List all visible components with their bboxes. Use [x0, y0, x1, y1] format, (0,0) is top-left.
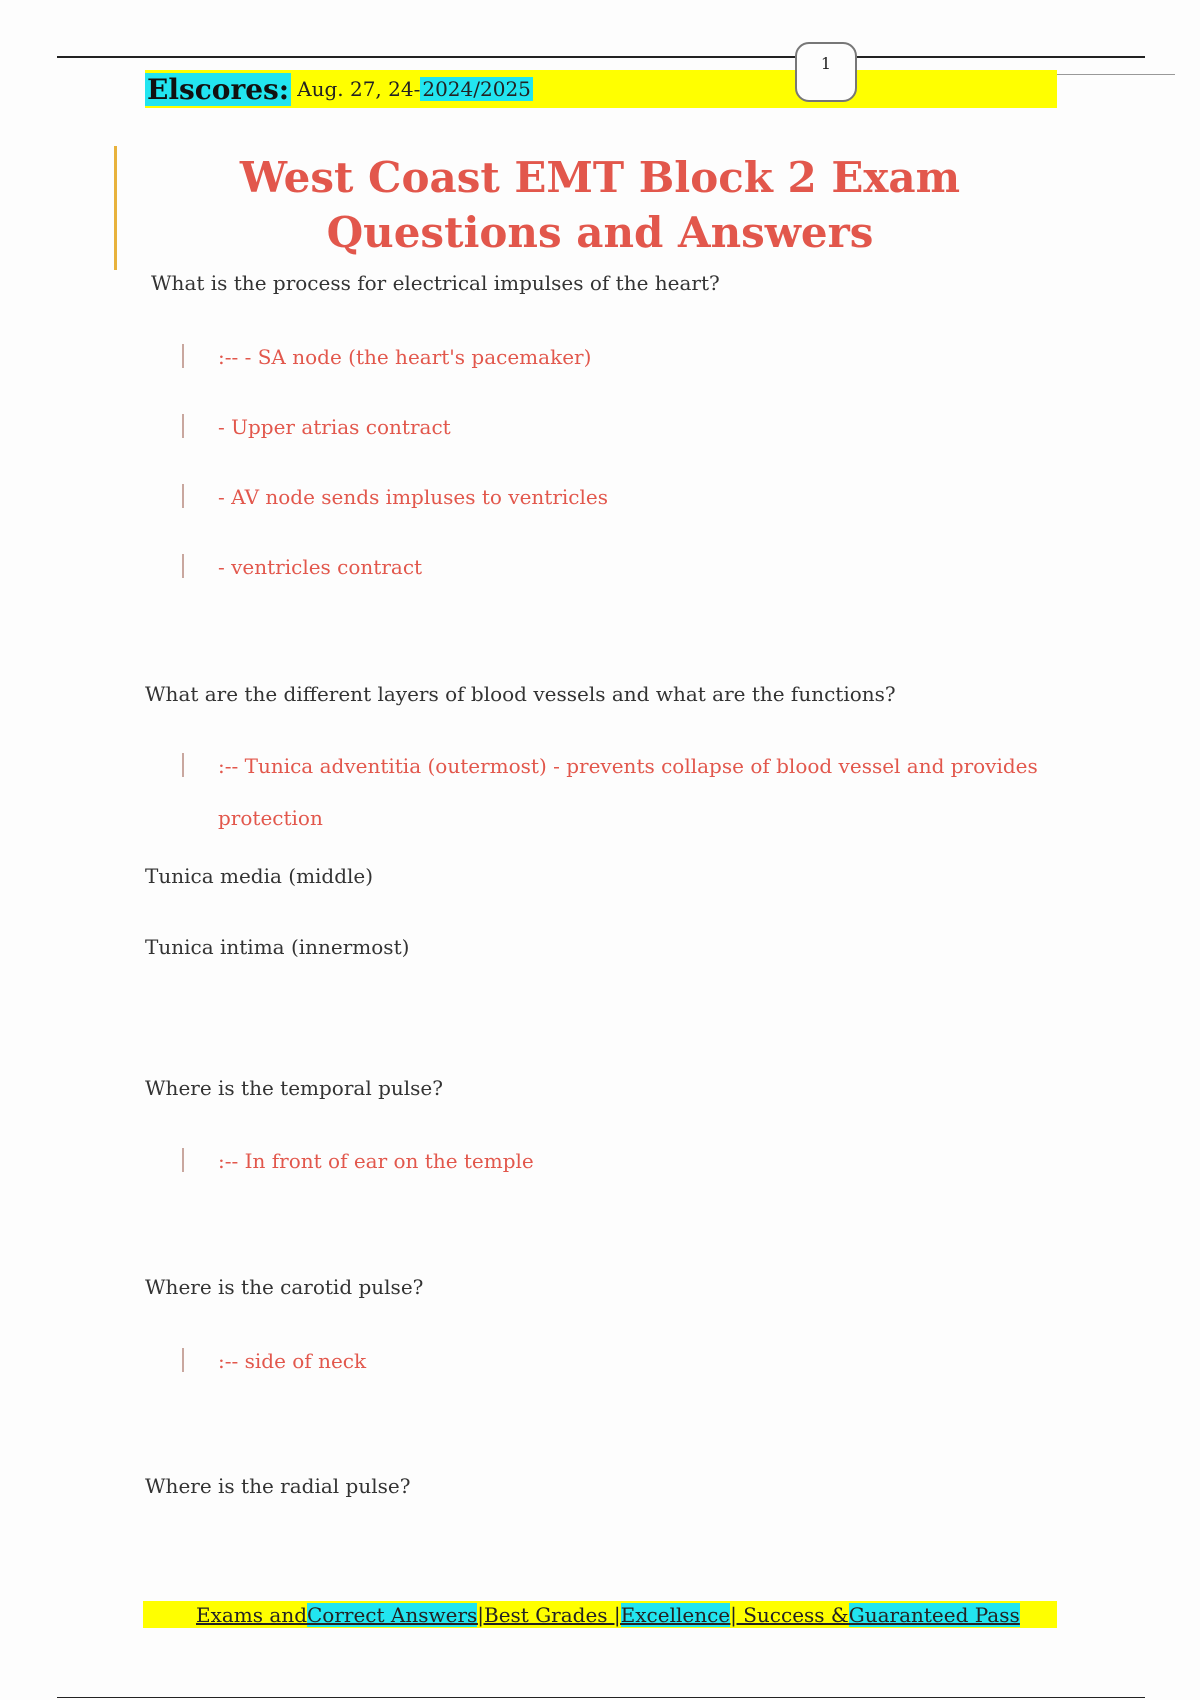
answer-1-line-3: - AV node sends impluses to ventricles [218, 485, 608, 509]
page-number-badge [795, 42, 857, 102]
answer-1-line-1: :-- - SA node (the heart's pacemaker) [218, 345, 592, 369]
answer-marker [182, 554, 184, 578]
footer-part-2: Correct Answers [307, 1602, 478, 1627]
answer-marker [182, 484, 184, 508]
header-year: 2024/2025 [422, 77, 531, 101]
question-3: Where is the temporal pulse? [145, 1076, 443, 1100]
answer-4-line-1: :-- side of neck [218, 1349, 367, 1373]
top-rule-left [57, 56, 797, 58]
question-2: What are the different layers of blood vessels and what are the functions? [145, 682, 896, 706]
answer-2-line-1: :-- Tunica adventitia (outermost) - prevents collapse of blood vessel and provides [218, 754, 1038, 778]
title-accent-bar [114, 146, 117, 270]
answer-1-line-4: - ventricles contract [218, 555, 423, 579]
answer-marker [182, 753, 184, 777]
title-line-1: West Coast EMT Block 2 Exam [239, 153, 961, 202]
footer [196, 1601, 1020, 1628]
top-rule-right [855, 56, 1145, 58]
page-number: 1 [820, 54, 832, 73]
note-tunica-intima: Tunica intima (innermost) [145, 935, 410, 959]
page-title [160, 150, 1040, 260]
answer-marker [182, 344, 184, 368]
footer-part-1: Exams and [196, 1602, 307, 1627]
answer-1-line-2: - Upper atrias contract [218, 415, 451, 439]
brand-label: Elscores: [147, 72, 290, 106]
footer-part-5: | Success & [730, 1602, 849, 1627]
answer-2-line-2: protection [218, 806, 323, 830]
footer-part-4: Excellence [620, 1602, 731, 1627]
answer-marker [182, 1348, 184, 1372]
footer-part-6: Guaranteed Pass [848, 1602, 1020, 1627]
answer-marker [182, 414, 184, 438]
header-date: Aug. 27, 24- [297, 77, 421, 101]
note-tunica-media: Tunica media (middle) [145, 864, 374, 888]
title-line-2: Questions and Answers [326, 208, 874, 257]
answer-3-line-1: :-- In front of ear on the temple [218, 1149, 534, 1173]
header [145, 72, 533, 106]
answer-marker [182, 1148, 184, 1172]
question-1: What is the process for electrical impulses of the heart? [151, 271, 720, 295]
bottom-rule [57, 1697, 1145, 1698]
footer-part-3: |Best Grades | [477, 1602, 621, 1627]
question-4: Where is the carotid pulse? [145, 1275, 424, 1299]
question-5: Where is the radial pulse? [145, 1474, 411, 1498]
